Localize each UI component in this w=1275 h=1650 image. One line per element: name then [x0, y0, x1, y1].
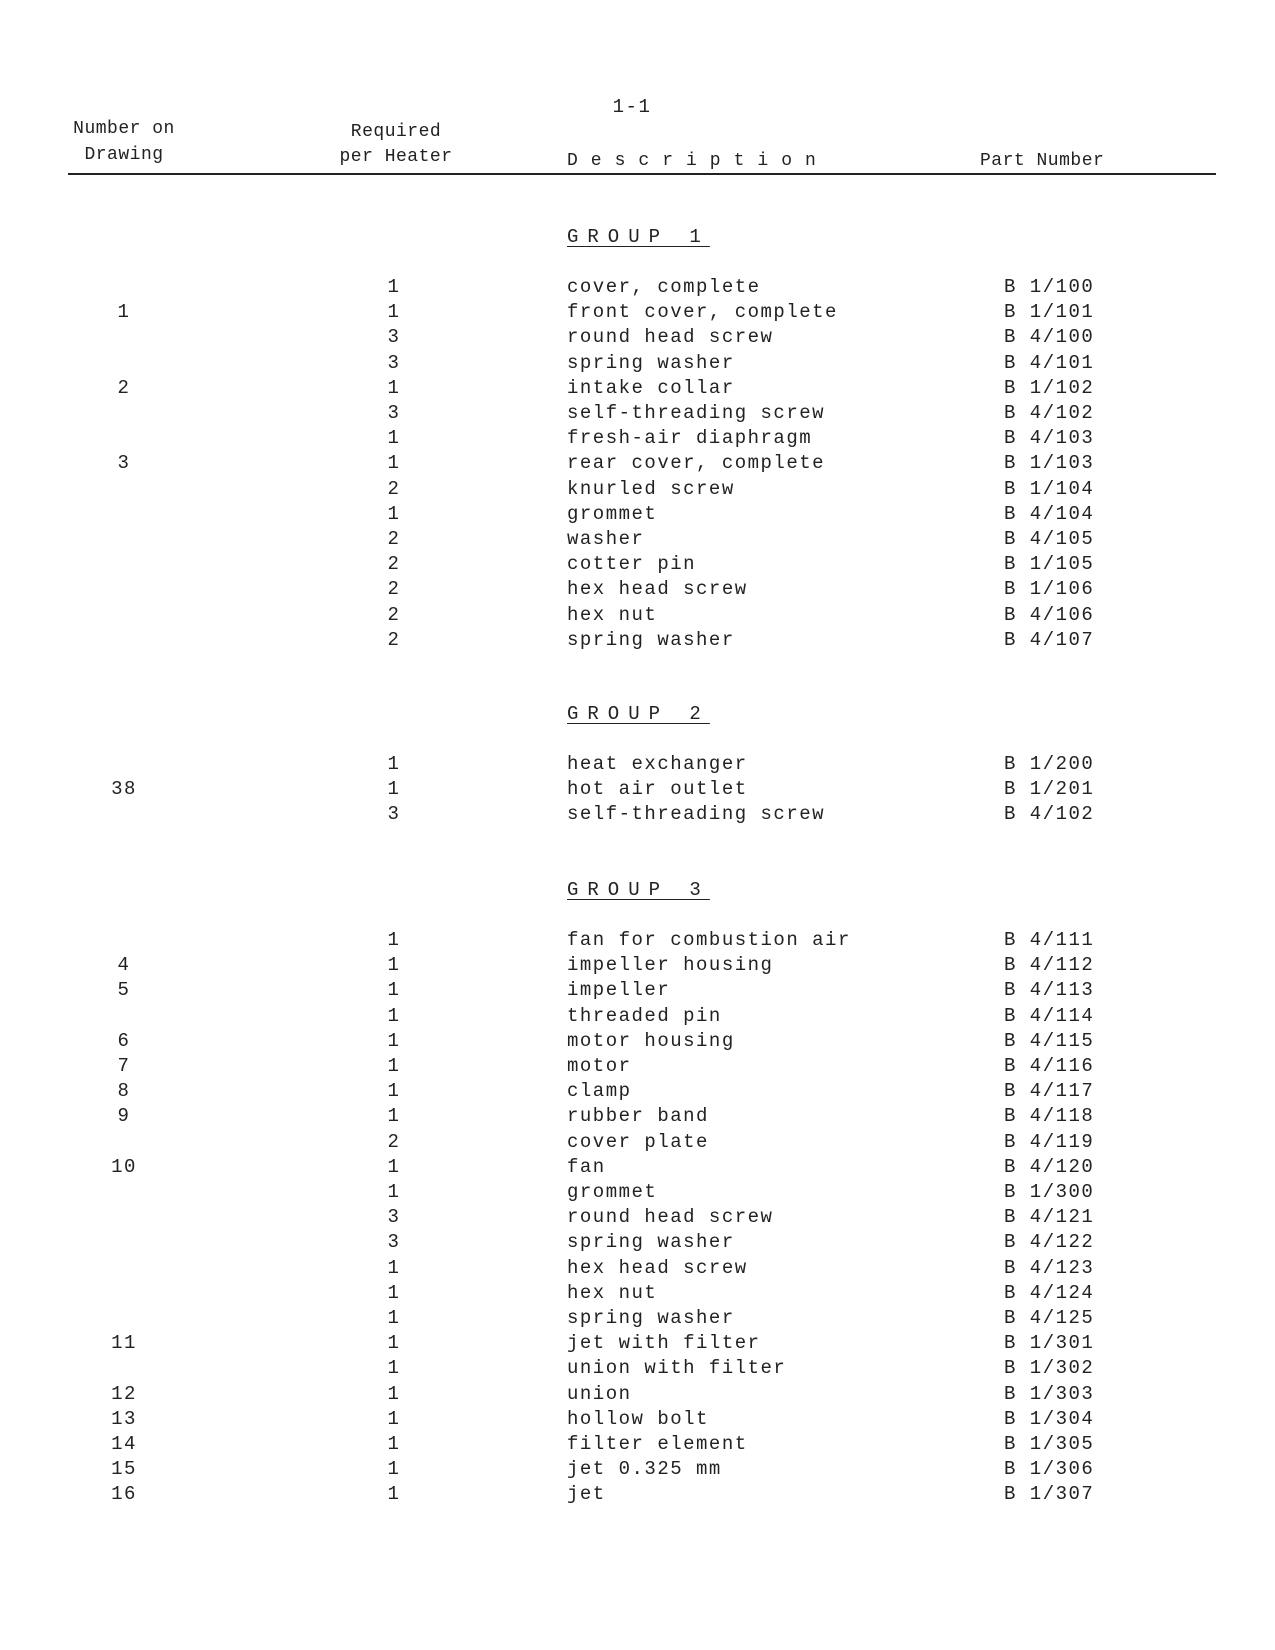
part-number: B 4/114 — [1004, 1004, 1095, 1027]
part-description: rubber band — [567, 1105, 709, 1128]
required-quantity: 1 — [387, 778, 401, 801]
part-description: fan — [567, 1155, 606, 1178]
part-description: fresh-air diaphragm — [567, 427, 813, 450]
header-per-heater: per Heater — [339, 147, 453, 167]
part-description: hollow bolt — [567, 1407, 709, 1430]
part-number: B 4/102 — [1004, 803, 1095, 826]
required-quantity: 1 — [387, 427, 401, 450]
required-quantity: 1 — [387, 1407, 401, 1430]
required-quantity: 3 — [387, 326, 401, 349]
required-quantity: 1 — [387, 1307, 401, 1329]
part-number: B 4/106 — [1004, 603, 1095, 626]
part-number: B 4/102 — [1004, 402, 1095, 424]
required-quantity: 2 — [387, 628, 401, 651]
part-number: B 1/100 — [1004, 276, 1095, 298]
page-number: 1-1 — [612, 96, 652, 118]
part-number: B 1/304 — [1004, 1407, 1095, 1430]
part-number: B 4/101 — [1004, 351, 1095, 374]
drawing-number: 11 — [111, 1332, 137, 1355]
drawing-number: 16 — [111, 1483, 137, 1506]
required-quantity: 2 — [387, 1130, 401, 1153]
part-number: B 4/113 — [1004, 979, 1095, 1002]
header-rule — [68, 173, 1216, 175]
part-number: B 4/116 — [1004, 1055, 1095, 1077]
drawing-number: 8 — [117, 1080, 131, 1103]
required-quantity: 1 — [387, 1433, 401, 1455]
required-quantity: 1 — [387, 929, 401, 951]
part-number: B 1/201 — [1004, 778, 1095, 801]
part-description: round head screw — [567, 326, 774, 349]
drawing-number: 38 — [111, 778, 137, 801]
drawing-number: 14 — [111, 1433, 137, 1455]
part-description: intake collar — [567, 376, 735, 399]
part-number: B 4/124 — [1004, 1281, 1095, 1304]
part-number: B 1/105 — [1004, 553, 1095, 576]
required-quantity: 2 — [387, 477, 401, 500]
part-description: self-threading screw — [567, 402, 826, 424]
header-drawing: Drawing — [84, 145, 164, 165]
required-quantity: 3 — [387, 803, 401, 826]
part-number: B 4/115 — [1004, 1029, 1095, 1052]
part-description: spring washer — [567, 1307, 735, 1329]
part-description: cotter pin — [567, 553, 697, 576]
drawing-number: 10 — [111, 1155, 137, 1178]
part-description: jet — [567, 1483, 606, 1506]
part-description: motor — [567, 1055, 632, 1077]
part-number: B 4/118 — [1004, 1105, 1095, 1128]
part-description: cover, complete — [567, 276, 761, 298]
drawing-number: 5 — [117, 979, 131, 1002]
required-quantity: 1 — [387, 1281, 401, 1304]
part-number: B 1/307 — [1004, 1483, 1095, 1506]
part-number: B 4/111 — [1004, 929, 1095, 951]
part-description: threaded pin — [567, 1004, 722, 1027]
required-quantity: 1 — [387, 1029, 401, 1052]
part-description: spring washer — [567, 628, 735, 651]
drawing-number: 4 — [117, 954, 131, 977]
drawing-number: 3 — [117, 452, 131, 475]
part-number: B 4/125 — [1004, 1307, 1095, 1329]
part-description: jet with filter — [567, 1332, 761, 1355]
part-description: heat exchanger — [567, 753, 748, 775]
required-quantity: 3 — [387, 351, 401, 374]
required-quantity: 1 — [387, 1382, 401, 1405]
part-description: filter element — [567, 1433, 748, 1455]
required-quantity: 1 — [387, 1055, 401, 1077]
group-heading: GROUP 1 — [567, 226, 710, 248]
part-description: hex nut — [567, 603, 658, 626]
part-number: B 1/101 — [1004, 301, 1095, 324]
required-quantity: 1 — [387, 376, 401, 399]
drawing-number: 9 — [117, 1105, 131, 1128]
part-number: B 1/300 — [1004, 1181, 1095, 1203]
part-number: B 4/120 — [1004, 1155, 1095, 1178]
part-description: round head screw — [567, 1206, 774, 1229]
drawing-number: 13 — [111, 1407, 137, 1430]
required-quantity: 1 — [387, 1458, 401, 1481]
part-description: spring washer — [567, 1231, 735, 1254]
required-quantity: 1 — [387, 1105, 401, 1128]
required-quantity: 3 — [387, 402, 401, 424]
part-description: hex head screw — [567, 578, 748, 601]
header-part-number: Part Number — [980, 151, 1105, 171]
required-quantity: 1 — [387, 1181, 401, 1203]
part-number: B 4/100 — [1004, 326, 1095, 349]
required-quantity: 2 — [387, 553, 401, 576]
required-quantity: 1 — [387, 1080, 401, 1103]
part-number: B 4/122 — [1004, 1231, 1095, 1254]
part-number: B 4/103 — [1004, 427, 1095, 450]
required-quantity: 1 — [387, 1483, 401, 1506]
part-description: spring washer — [567, 351, 735, 374]
required-quantity: 1 — [387, 1357, 401, 1380]
part-number: B 1/200 — [1004, 753, 1095, 775]
drawing-number: 1 — [117, 301, 131, 324]
required-quantity: 1 — [387, 1332, 401, 1355]
part-description: grommet — [567, 502, 658, 525]
required-quantity: 1 — [387, 1256, 401, 1279]
part-number: B 1/305 — [1004, 1433, 1095, 1455]
part-number: B 4/123 — [1004, 1256, 1095, 1279]
required-quantity: 1 — [387, 452, 401, 475]
part-description: motor housing — [567, 1029, 735, 1052]
part-number: B 1/103 — [1004, 452, 1095, 475]
part-description: union with filter — [567, 1357, 787, 1380]
group-heading: GROUP 3 — [567, 879, 710, 901]
part-description: self-threading screw — [567, 803, 826, 826]
part-description: impeller housing — [567, 954, 774, 977]
drawing-number: 7 — [117, 1055, 131, 1077]
header-required: Required — [350, 122, 442, 142]
drawing-number: 15 — [111, 1458, 137, 1481]
required-quantity: 1 — [387, 502, 401, 525]
required-quantity: 1 — [387, 753, 401, 775]
part-description: fan for combustion air — [567, 929, 851, 951]
part-number: B 1/301 — [1004, 1332, 1095, 1355]
required-quantity: 1 — [387, 276, 401, 298]
part-description: impeller — [567, 979, 671, 1002]
part-number: B 4/117 — [1004, 1080, 1095, 1103]
required-quantity: 3 — [387, 1231, 401, 1254]
part-description: clamp — [567, 1080, 632, 1103]
part-description: hex head screw — [567, 1256, 748, 1279]
part-number: B 1/102 — [1004, 376, 1095, 399]
required-quantity: 2 — [387, 603, 401, 626]
part-description: grommet — [567, 1181, 658, 1203]
part-description: jet 0.325 mm — [567, 1458, 722, 1481]
part-number: B 4/112 — [1004, 954, 1095, 977]
part-number: B 1/303 — [1004, 1382, 1095, 1405]
part-number: B 4/121 — [1004, 1206, 1095, 1229]
part-number: B 4/105 — [1004, 528, 1095, 550]
group-heading: GROUP 2 — [567, 703, 710, 725]
part-description: hot air outlet — [567, 778, 748, 801]
drawing-number: 2 — [117, 376, 131, 399]
part-description: hex nut — [567, 1281, 658, 1304]
drawing-number: 12 — [111, 1382, 137, 1405]
required-quantity: 1 — [387, 1004, 401, 1027]
part-description: knurled screw — [567, 477, 735, 500]
part-number: B 1/104 — [1004, 477, 1095, 500]
required-quantity: 2 — [387, 578, 401, 601]
header-number-on: Number on — [73, 119, 175, 139]
required-quantity: 2 — [387, 528, 401, 550]
header-description: Description — [567, 151, 829, 171]
part-description: union — [567, 1382, 632, 1405]
part-number: B 1/302 — [1004, 1357, 1095, 1380]
required-quantity: 1 — [387, 954, 401, 977]
drawing-number: 6 — [117, 1029, 131, 1052]
part-description: washer — [567, 528, 645, 550]
part-number: B 4/119 — [1004, 1130, 1095, 1153]
part-description: rear cover, complete — [567, 452, 826, 475]
required-quantity: 1 — [387, 979, 401, 1002]
required-quantity: 1 — [387, 1155, 401, 1178]
part-description: front cover, complete — [567, 301, 838, 324]
required-quantity: 3 — [387, 1206, 401, 1229]
part-number: B 4/104 — [1004, 502, 1095, 525]
required-quantity: 1 — [387, 301, 401, 324]
part-description: cover plate — [567, 1130, 709, 1153]
part-number: B 4/107 — [1004, 628, 1095, 651]
part-number: B 1/306 — [1004, 1458, 1095, 1481]
part-number: B 1/106 — [1004, 578, 1095, 601]
